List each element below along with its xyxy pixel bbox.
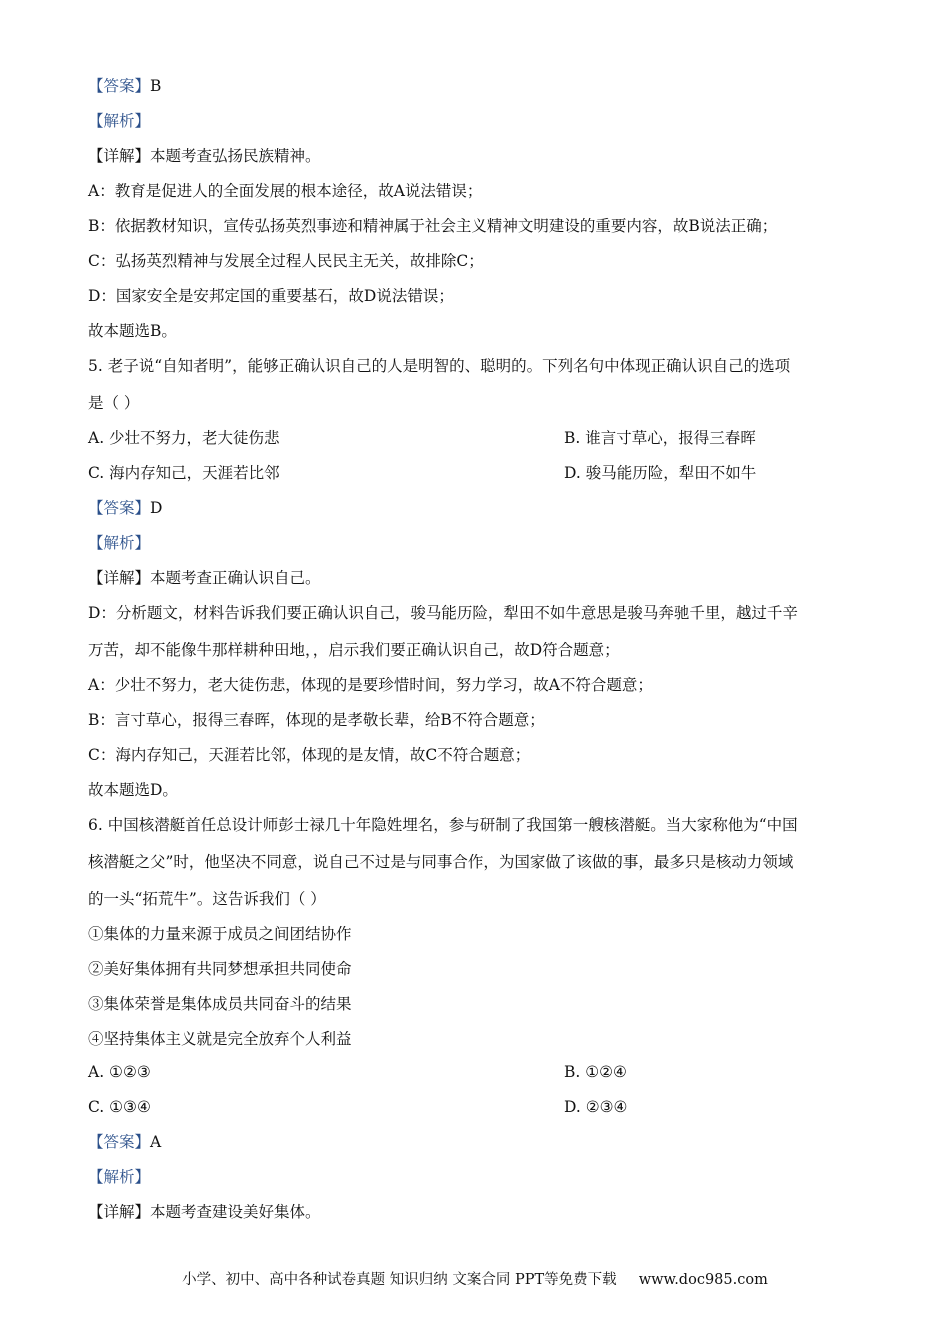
line-text: ②美好集体拥有共同梦想承担共同使命: [88, 960, 352, 978]
section-tag: 【答案】: [88, 1133, 151, 1151]
section-label-line: [88, 1167, 862, 1187]
option-row: [88, 1097, 862, 1117]
text-line: [88, 959, 862, 979]
option-left: C. ①③④: [88, 1098, 151, 1116]
text-line: [88, 568, 862, 588]
footer-text: 小学、初中、高中各种试卷真题 知识归纳 文案合同 PPT等免费下载: [182, 1272, 617, 1288]
line-text: ①集体的力量来源于成员之间团结协作: [88, 925, 352, 943]
line-text: 的一头“拓荒牛”。这告诉我们（ ）: [88, 890, 326, 908]
line-text: 6. 中国核潜艇首任总设计师彭士禄几十年隐姓埋名，参与研制了我国第一艘核潜艇。当大家称他为“中国: [88, 816, 798, 834]
text-line: [88, 780, 862, 800]
option-right: B. ①②④: [564, 1063, 627, 1081]
section-tag: 【解析】: [88, 534, 151, 552]
text-line: [88, 181, 862, 201]
section-label-line: [88, 111, 862, 131]
line-text: 核潜艇之父”时，他坚决不同意，说自己不过是与同事合作，为国家做了该做的事，最多只是核动力领域: [88, 853, 794, 871]
text-line: [88, 321, 862, 341]
text-line: [88, 675, 862, 695]
line-text: A: [150, 1133, 162, 1151]
option-row: [88, 463, 862, 483]
text-line: [88, 286, 862, 306]
section-tag: 【解析】: [88, 1168, 151, 1186]
text-line: [88, 216, 862, 236]
text-line: [88, 852, 862, 872]
option-left: A. 少壮不努力，老大徒伤悲: [88, 429, 280, 447]
option-right: D. 骏马能历险，犁田不如牛: [564, 464, 757, 482]
line-text: 【详解】本题考查正确认识自己。: [88, 569, 321, 587]
section-tag: 【答案】: [88, 77, 151, 95]
option-row: [88, 1062, 862, 1082]
page-footer: [0, 1268, 950, 1289]
text-line: [88, 640, 862, 660]
line-text: C：弘扬英烈精神与发展全过程人民民主无关，故排除C；: [88, 252, 484, 270]
line-text: 是（ ）: [88, 394, 140, 412]
option-right: B. 谁言寸草心，报得三春晖: [564, 429, 756, 447]
text-line: [88, 815, 862, 835]
line-text: 万苦，却不能像牛那样耕种田地，，启示我们要正确认识自己，故D符合题意；: [88, 641, 620, 659]
option-right: D. ②③④: [564, 1098, 628, 1116]
section-label-line: [88, 533, 862, 553]
line-text: B：言寸草心，报得三春晖，体现的是孝敬长辈，给B不符合题意；: [88, 711, 545, 729]
option-left: A. ①②③: [88, 1063, 151, 1081]
line-text: D：分析题文，材料告诉我们要正确认识自己，骏马能历险，犁田不如牛意思是骏马奔驰千里，越过千辛: [88, 604, 798, 622]
line-text: 【详解】本题考查建设美好集体。: [88, 1203, 321, 1221]
line-text: A：教育是促进人的全面发展的根本途径，故A说法错误；: [88, 182, 483, 200]
text-line: [88, 356, 862, 376]
line-text: B: [150, 77, 162, 95]
text-line: [88, 1202, 862, 1222]
text-line: [88, 393, 862, 413]
line-text: 【详解】本题考查弘扬民族精神。: [88, 147, 321, 165]
text-line: [88, 745, 862, 765]
section-label-line: [88, 1132, 862, 1152]
line-text: ③集体荣誉是集体成员共同奋斗的结果: [88, 995, 352, 1013]
line-text: C：海内存知己，天涯若比邻，体现的是友情，故C不符合题意；: [88, 746, 531, 764]
section-tag: 【解析】: [88, 112, 151, 130]
option-left: C. 海内存知己，天涯若比邻: [88, 464, 280, 482]
text-line: [88, 889, 862, 909]
line-text: 5. 老子说“自知者明”，能够正确认识自己的人是明智的、聪明的。下列名句中体现正确认识自己的选项: [88, 357, 791, 375]
line-text: D：国家安全是安邦定国的重要基石，故D说法错误；: [88, 287, 454, 305]
text-line: [88, 994, 862, 1014]
line-text: A：少壮不努力，老大徒伤悲，体现的是要珍惜时间，努力学习，故A不符合题意；: [88, 676, 653, 694]
footer-url[interactable]: www.doc985.com: [638, 1272, 768, 1288]
line-text: 故本题选D。: [88, 781, 178, 799]
line-text: 故本题选B。: [88, 322, 177, 340]
section-tag: 【答案】: [88, 499, 151, 517]
section-label-line: [88, 76, 862, 96]
line-text: ④坚持集体主义就是完全放弃个人利益: [88, 1030, 352, 1048]
text-line: [88, 146, 862, 166]
text-line: [88, 924, 862, 944]
text-line: [88, 710, 862, 730]
option-row: [88, 428, 862, 448]
text-line: [88, 1029, 862, 1049]
line-text: D: [150, 499, 163, 517]
text-line: [88, 603, 862, 623]
text-line: [88, 251, 862, 271]
section-label-line: [88, 498, 862, 518]
line-text: B：依据教材知识，宣传弘扬英烈事迹和精神属于社会主义精神文明建设的重要内容，故B说法正确；: [88, 217, 778, 235]
